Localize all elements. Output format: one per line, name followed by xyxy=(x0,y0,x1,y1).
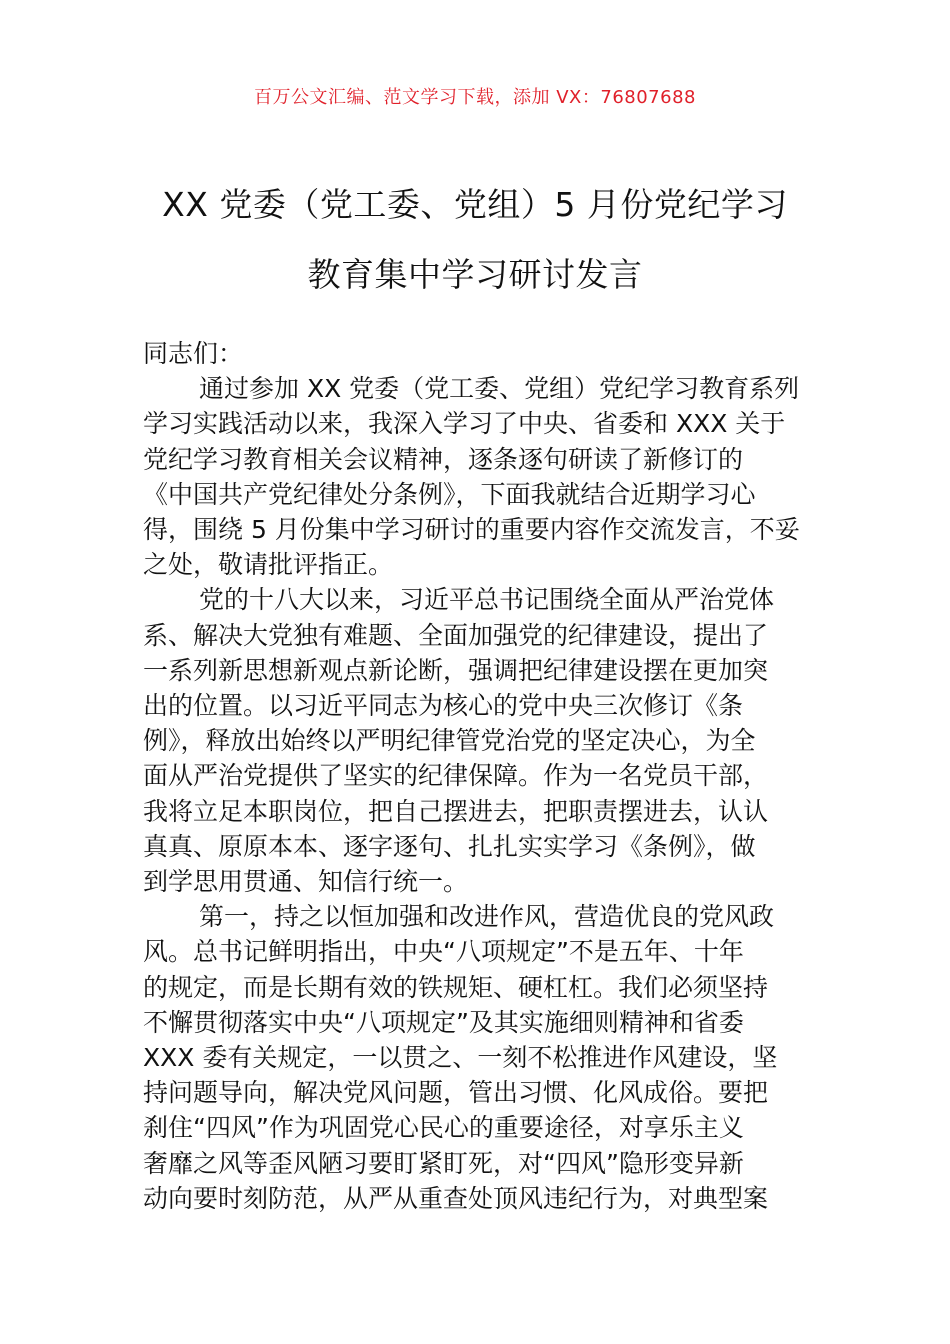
paragraph-line: 动向要时刻防范，从严从重查处顶风违纪行为，对典型案 xyxy=(143,1183,769,1213)
paragraph-line: 得，围绕 5 月份集中学习研讨的重要内容作交流发言，不妥 xyxy=(143,515,800,545)
paragraph-line: 真真、原原本本、逐字逐句、扎扎实实学习《条例》，做 xyxy=(143,831,756,861)
paragraph-line: 通过参加 XX 党委（党工委、党组）党纪学习教育系列 xyxy=(199,374,800,404)
paragraph-line: 《中国共产党纪律处分条例》，下面我就结合近期学习心 xyxy=(143,479,756,509)
paragraph-line: 面从严治党提供了坚实的纪律保障。作为一名党员干部， xyxy=(143,761,769,791)
paragraph-line: 刹住“四风”作为巩固党心民心的重要途径，对享乐主义 xyxy=(143,1113,744,1143)
watermark-banner: 百万公文汇编、范文学习下载，添加 VX：76807688 xyxy=(254,87,696,108)
paragraph-line: 到学思用贯通、知信行统一。 xyxy=(143,867,469,897)
paragraph-line: 我将立足本职岗位，把自己摆进去，把职责摆进去，认认 xyxy=(143,796,769,826)
paragraph-line: 系、解决大党独有难题、全面加强党的纪律建设，提出了 xyxy=(143,620,769,650)
paragraph-line: 奢靡之风等歪风陋习要盯紧盯死，对“四风”隐形变异新 xyxy=(143,1148,744,1178)
title-line-2: 教育集中学习研讨发言 xyxy=(307,255,643,294)
paragraph-line: 例》，释放出始终以严明纪律管党治党的坚定决心，为全 xyxy=(143,726,756,756)
paragraph-line: 学习实践活动以来，我深入学习了中央、省委和 XXX 关于 xyxy=(143,409,786,439)
title-line-1: XX 党委（党工委、党组）5 月份党纪学习 xyxy=(162,185,788,224)
paragraph-line: 第一，持之以恒加强和改进作风，营造优良的党风政 xyxy=(199,902,775,932)
document-title xyxy=(100,170,850,310)
paragraph-line: 党的十八大以来，习近平总书记围绕全面从严治党体 xyxy=(199,585,775,615)
paragraph-background xyxy=(143,582,809,899)
paragraph-intro xyxy=(143,371,809,582)
paragraph-line: 党纪学习教育相关会议精神，逐条逐句研读了新修订的 xyxy=(143,444,744,474)
paragraph-line: 一系列新思想新观点新论断，强调把纪律建设摆在更加突 xyxy=(143,655,769,685)
paragraph-line: 不懈贯彻落实中央“八项规定”及其实施细则精神和省委 xyxy=(143,1007,744,1037)
paragraph-line: 的规定，而是长期有效的铁规矩、硬杠杠。我们必须坚持 xyxy=(143,972,769,1002)
paragraph-line: 持问题导向，解决党风问题，管出习惯、化风成俗。要把 xyxy=(143,1078,769,1108)
paragraph-first-point xyxy=(143,899,809,1216)
document-body xyxy=(143,336,809,1216)
paragraph-line: 风。总书记鲜明指出，中央“八项规定”不是五年、十年 xyxy=(143,937,744,967)
paragraph-line: 出的位置。以习近平同志为核心的党中央三次修订《条 xyxy=(143,691,744,721)
salutation: 同志们： xyxy=(143,339,244,368)
paragraph-line: XXX 委有关规定，一以贯之、一刻不松推进作风建设，坚 xyxy=(143,1043,778,1073)
paragraph-line: 之处，敬请批评指正。 xyxy=(143,550,394,580)
